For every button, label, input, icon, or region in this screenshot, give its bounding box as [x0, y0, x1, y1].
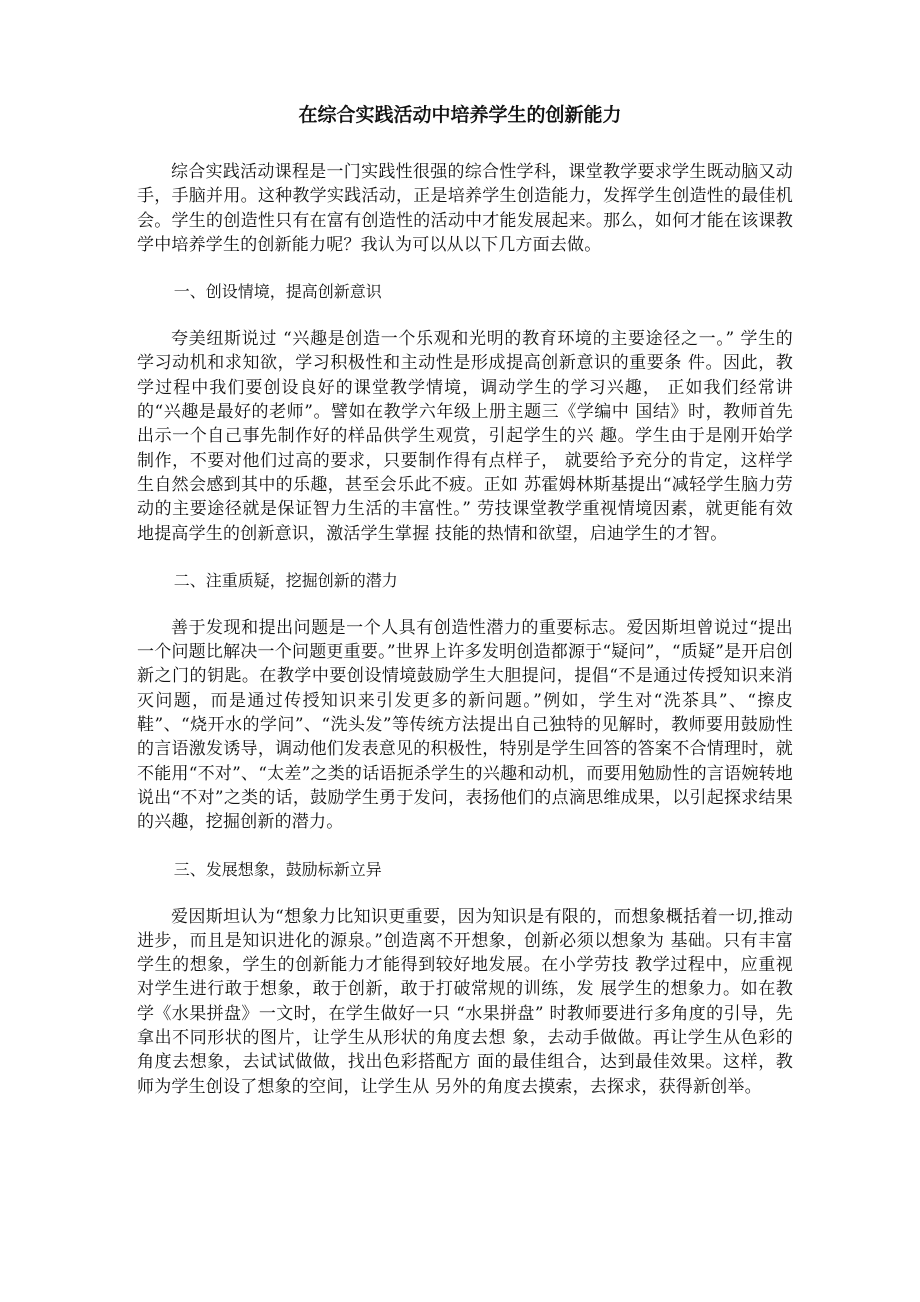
section-paragraph-1: 夸美纽斯说过 “兴趣是创造一个乐观和光明的教育环境的主要途径之一。” 学生的学习动机和求知欲，学习积极性和主动性是形成提高创新意识的重要条 件。因此，教学过程中我们要创设良好的课堂教学情境，调动学生的学习兴趣， 正如我们经常讲的“兴趣是最好的老师”。譬如在教学六年级上册主题三《学编中 国结》时，教师首先出示一个自己事先制作好的样品供学生观赏，引起学生的兴 趣。学生由于是刚开始学制作，不要对他们过高的要求，只要制作得有点样子， 就要给予充分的肯定，这样学生自然会感到其中的乐趣，甚至会乐此不疲。正如 苏霍姆林斯基提出“减轻学生脑力劳动的主要途径就是保证智力生活的丰富性。” 劳技课堂教学重视情境因素，就更能有效地提高学生的创新意识，激活学生掌握 技能的热情和欲望，启迪学生的才智。: [137, 329, 793, 544]
section-heading-2: 二、注重质疑，挖掘创新的潜力: [173, 570, 398, 590]
section-heading-3: 三、发展想象，鼓励标新立异: [173, 859, 382, 879]
document-body: [137, 160, 793, 1122]
section-paragraph-3: 爱因斯坦认为“想象力比知识更重要，因为知识是有限的，而想象概括着一切,推动进步，而且是知识进化的源泉。”创造离不开想象，创新必须以想象为 基础。只有丰富学生的想象，学生的创新能力才能得到较好地发展。在小学劳技 教学过程中，应重视对学生进行敢于想象，敢于创新，敢于打破常规的训练，发 展学生的想象力。如在教学《水果拼盘》一文时，在学生做好一只 “水果拼盘” 时教师要进行多角度的引导，先拿出不同形状的图片，让学生从形状的角度去想 象，去动手做做。再让学生从色彩的角度去想象，去试试做做，找出色彩搭配方 面的最佳组合，达到最佳效果。这样，教师为学生创设了想象的空间，让学生从 另外的角度去摸索，去探求，获得新创举。: [137, 906, 793, 1097]
document-title: 在综合实践活动中培养学生的创新能力: [298, 104, 622, 126]
section-paragraph-2: 善于发现和提出问题是一个人具有创造性潜力的重要标志。爱因斯坦曾说过“提出一个问题比解决一个问题更重要。”世界上许多发明创造都源于“疑问”，“质疑”是开启创新之门的钥匙。在教学中要创设情境鼓励学生大胆提问，提倡“不是通过传授知识来消灭问题，而是通过传授知识来引发更多的新问题。”例如，学生对“洗茶具”、“擦皮鞋”、“烧开水的学问”、“洗头发”等传统方法提出自己独特的见解时，教师要用鼓励性的言语激发诱导，调动他们发表意见的积极性，特别是学生回答的答案不合情理时，就不能用“不对”、“太差”之类的话语扼杀学生的兴趣和动机，而要用勉励性的言语婉转地说出“不对”之类的话，鼓励学生勇于发问，表扬他们的点滴思维成果，以引起探求结果的兴趣，挖掘创新的潜力。: [137, 617, 793, 833]
intro-paragraph: 综合实践活动课程是一门实践性很强的综合性学科，课堂教学要求学生既动脑又动手，手脑并用。这种教学实践活动，正是培养学生创造能力，发挥学生创造性的最佳机会。学生的创造性只有在富有创造性的活动中才能发展起来。那么，如何才能在该课教学中培养学生的创新能力呢？我认为可以从以下几方面去做。: [137, 162, 793, 255]
section-heading-1: 一、创设情境，提高创新意识: [173, 282, 382, 302]
